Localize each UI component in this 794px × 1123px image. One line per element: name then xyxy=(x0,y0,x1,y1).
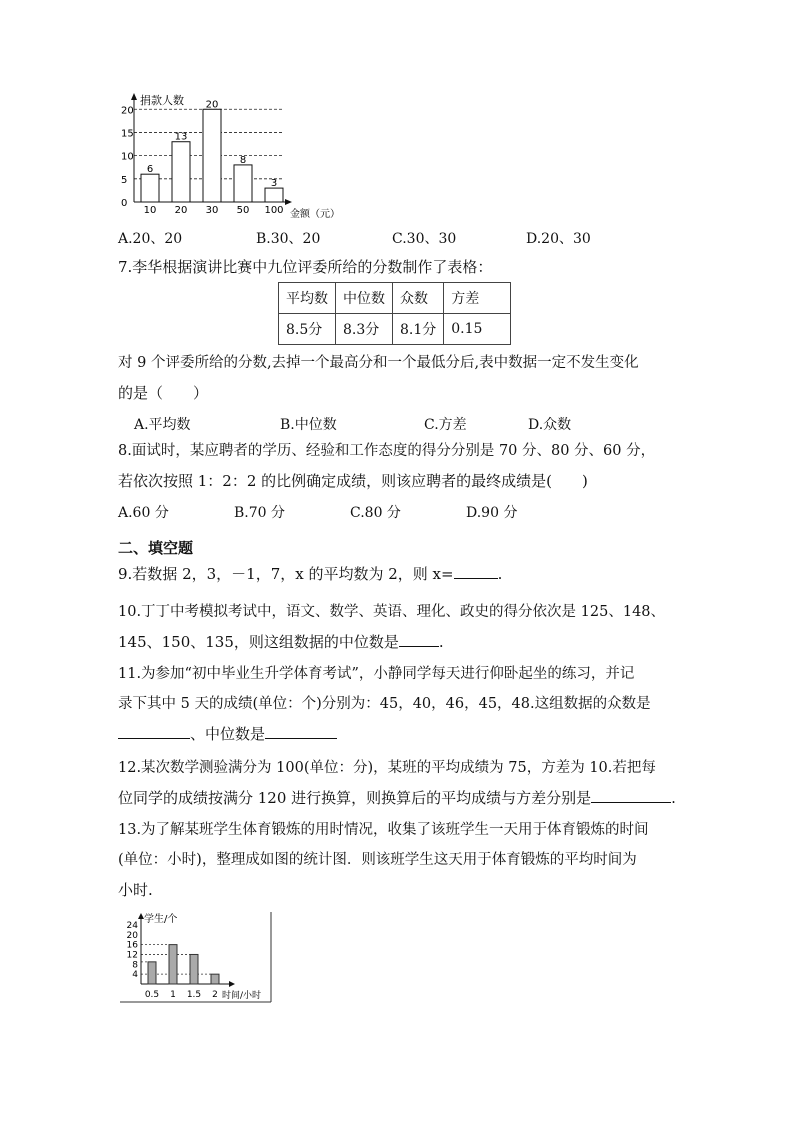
table-row xyxy=(279,314,511,345)
q12-text: 位同学的成绩按满分 120 进行换算，则换算后的平均成绩与方差分别是 xyxy=(118,789,592,807)
bar xyxy=(148,962,156,984)
bar xyxy=(211,974,219,984)
y-tick-label: 0 xyxy=(121,198,128,209)
table-cell: 0.15 xyxy=(444,314,511,345)
q8-line-2: 若依次按照 1：2：2 的比例确定成绩，则该应聘者的最终成绩是( ) xyxy=(118,472,588,490)
y-tick-label: 20 xyxy=(126,930,138,941)
q7-text-line-2: 的是（ ） xyxy=(118,384,209,402)
section-title: 二、填空题 xyxy=(118,539,194,557)
bar xyxy=(141,174,159,202)
y-tick-label: 8 xyxy=(132,960,138,971)
x-tick-label: 100 xyxy=(264,205,284,216)
table-cell: 8.3分 xyxy=(336,314,393,345)
q13-line-3: 小时. xyxy=(118,881,153,899)
q9 xyxy=(118,564,502,584)
bar-value-label: 6 xyxy=(146,164,154,176)
table-cell: 方差 xyxy=(444,283,511,314)
q7-text-line-1: 对 9 个评委所给的分数,去掉一个最高分和一个最低分后,表中数据一定不发生变化 xyxy=(118,355,639,371)
y-tick-label: 4 xyxy=(132,970,138,981)
q10-line-2 xyxy=(118,632,444,652)
q8-option-c: C.80 分 xyxy=(350,505,401,521)
q7-option-a: A.平均数 xyxy=(134,417,191,433)
q12-end: . xyxy=(671,789,676,807)
table-cell: 8.1分 xyxy=(393,314,444,345)
x-axis-label: 金额（元） xyxy=(290,209,340,220)
x-tick-label: 1 xyxy=(170,990,176,1000)
x-axis-label: 时间/小时 xyxy=(222,991,262,1001)
q7-stem: 7.李华根据演讲比赛中九位评委所给的分数制作了表格： xyxy=(118,258,493,276)
q8-line-1: 8.面试时，某应聘者的学历、经验和工作态度的得分分别是 70 分、80 分、60 分， xyxy=(118,443,656,459)
x-tick-label: 20 xyxy=(174,205,188,216)
y-axis-label: 捐款人数 xyxy=(140,94,184,107)
x-tick-label: 0.5 xyxy=(144,990,160,1000)
y-tick-label: 24 xyxy=(126,920,138,931)
q12-line-1: 12.某次数学测验满分为 100(单位：分)，某班的平均成绩为 75，方差为 10.若把每 xyxy=(118,760,656,776)
y-tick-label: 10 xyxy=(121,151,134,163)
x-tick-label: 10 xyxy=(143,205,157,216)
bar-value-label: 8 xyxy=(239,154,247,166)
q12-line-2 xyxy=(118,788,676,808)
x-tick-label: 1.5 xyxy=(186,990,202,1000)
bar xyxy=(265,188,283,202)
q13-line-2: (单位：小时)，整理成如图的统计图．则该班学生这天用于体育锻炼的平均时间为 xyxy=(118,852,637,868)
donation-bar-chart xyxy=(116,90,356,222)
answer-blank xyxy=(454,564,498,579)
q11-line-2: 录下其中 5 天的成绩(单位：个)分别为：45，40，46，45，48.这组数据的众数是 xyxy=(118,696,651,712)
q10-text: 145、150、135，则这组数据的中位数是 xyxy=(118,633,399,651)
q8-option-a: A.60 分 xyxy=(118,505,169,521)
q9-end: . xyxy=(497,565,503,583)
x-axis-arrow xyxy=(229,981,235,987)
x-tick-label: 50 xyxy=(236,205,250,216)
q6-option-b: B.30、20 xyxy=(256,231,321,247)
bar xyxy=(169,945,177,984)
y-tick-label: 15 xyxy=(121,128,134,140)
q11-line-1: 11.为参加“初中毕业生升学体育考试”，小静同学每天进行仰卧起坐的练习，并记 xyxy=(118,666,635,682)
table-cell: 8.5分 xyxy=(279,314,336,345)
answer-blank xyxy=(591,788,671,803)
y-axis-label: 学生/个 xyxy=(144,914,178,925)
q11-mid: 、中位数是 xyxy=(190,725,266,743)
y-tick-label: 20 xyxy=(121,105,134,117)
bar xyxy=(234,165,252,202)
x-tick-label: 2 xyxy=(212,990,218,1000)
y-tick-label: 16 xyxy=(126,940,138,951)
bar-value-label: 3 xyxy=(270,178,278,190)
answer-blank xyxy=(399,632,439,647)
q13-line-1: 13.为了解某班学生体育锻炼的用时情况，收集了该班学生一天用于体育锻炼的时间 xyxy=(118,822,649,838)
table-cell: 平均数 xyxy=(279,283,336,314)
x-axis-arrow xyxy=(285,199,292,205)
q11-line-3 xyxy=(118,724,337,744)
q7-option-b: B.中位数 xyxy=(280,417,337,433)
bar-value-label: 13 xyxy=(174,131,188,143)
q10-end: . xyxy=(438,633,444,651)
y-tick-label: 5 xyxy=(121,174,128,186)
x-tick-label: 30 xyxy=(205,205,219,216)
answer-blank xyxy=(118,724,190,739)
table-header-row xyxy=(279,283,511,314)
q7-option-c: C.方差 xyxy=(424,417,467,433)
bar xyxy=(203,109,221,202)
table-cell: 中位数 xyxy=(336,283,393,314)
answer-blank xyxy=(265,724,337,739)
q8-option-d: D.90 分 xyxy=(466,505,518,521)
exercise-time-bar-chart xyxy=(118,910,278,1006)
bar xyxy=(190,954,198,984)
y-axis-arrow xyxy=(131,93,137,100)
q6-option-d: D.20、30 xyxy=(526,231,591,247)
q8-option-b: B.70 分 xyxy=(234,505,286,521)
q6-option-a: A.20、20 xyxy=(118,231,183,247)
q6-option-c: C.30、30 xyxy=(392,231,457,247)
q10-line-1: 10.丁丁中考模拟考试中，语文、数学、英语、理化、政史的得分依次是 125、148、 xyxy=(118,604,666,620)
q7-score-table xyxy=(278,282,511,345)
table-cell: 众数 xyxy=(393,283,444,314)
bar xyxy=(172,142,190,202)
q7-option-d: D.众数 xyxy=(528,417,572,433)
y-tick-label: 12 xyxy=(126,950,138,961)
q9-text: 9.若数据 2，3，－1，7，x 的平均数为 2，则 x= xyxy=(118,565,454,583)
bar-value-label: 20 xyxy=(205,99,219,111)
